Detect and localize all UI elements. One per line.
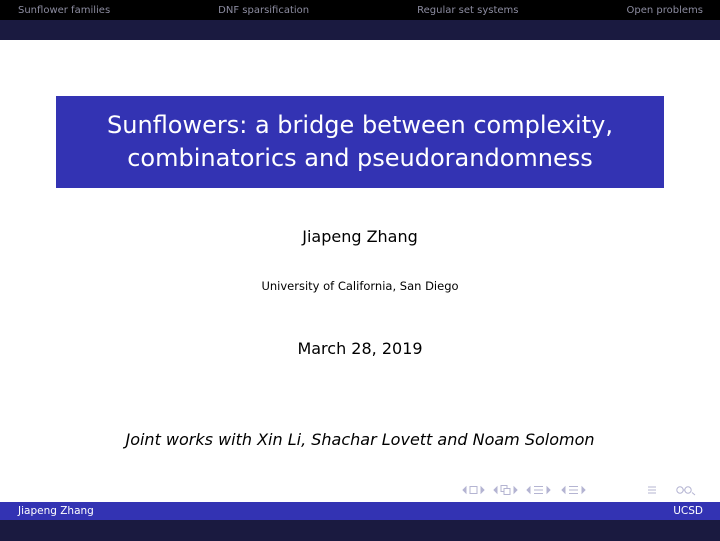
frame-right-icon[interactable] bbox=[481, 487, 484, 493]
nav-section-dnf-sparsification[interactable]: DNF sparsification bbox=[218, 4, 310, 16]
joint-work-note: Joint works with Xin Li, Shachar Lovett and Noam Solomon bbox=[125, 430, 595, 449]
section-left-icon[interactable] bbox=[527, 487, 530, 493]
footer-band bbox=[0, 520, 720, 541]
author-name: Jiapeng Zhang bbox=[302, 227, 418, 246]
institute: University of California, San Diego bbox=[261, 279, 459, 293]
header-band bbox=[0, 20, 720, 40]
subsection-icon[interactable] bbox=[501, 486, 510, 495]
footer-bar bbox=[0, 502, 720, 520]
nav-section-regular-set-systems[interactable]: Regular set systems bbox=[417, 4, 519, 16]
nav-section-open-problems[interactable]: Open problems bbox=[626, 4, 703, 16]
nav-section-sunflower-families[interactable]: Sunflower families bbox=[18, 4, 111, 16]
presentation-right-icon[interactable] bbox=[582, 487, 585, 493]
section-right-icon[interactable] bbox=[547, 487, 550, 493]
align-icon[interactable] bbox=[648, 487, 656, 493]
section-icon[interactable] bbox=[534, 487, 543, 494]
footer-affiliation: UCSD bbox=[673, 505, 703, 517]
section-navigation bbox=[0, 0, 720, 20]
beamer-navigation-symbols bbox=[462, 483, 712, 497]
search-icon[interactable] bbox=[677, 487, 695, 495]
subsection-left-icon[interactable] bbox=[494, 487, 497, 493]
frame-icon[interactable] bbox=[470, 487, 477, 494]
frame-left-icon[interactable] bbox=[463, 487, 466, 493]
title-box bbox=[56, 96, 664, 188]
presentation-date: March 28, 2019 bbox=[297, 339, 423, 358]
title-line-2: combinatorics and pseudorandomness bbox=[127, 144, 593, 172]
presentation-icon[interactable] bbox=[569, 487, 578, 494]
footer-author: Jiapeng Zhang bbox=[18, 505, 94, 517]
title-line-1: Sunflowers: a bridge between complexity, bbox=[107, 111, 613, 139]
presentation-left-icon[interactable] bbox=[562, 487, 565, 493]
subsection-right-icon[interactable] bbox=[514, 487, 517, 493]
